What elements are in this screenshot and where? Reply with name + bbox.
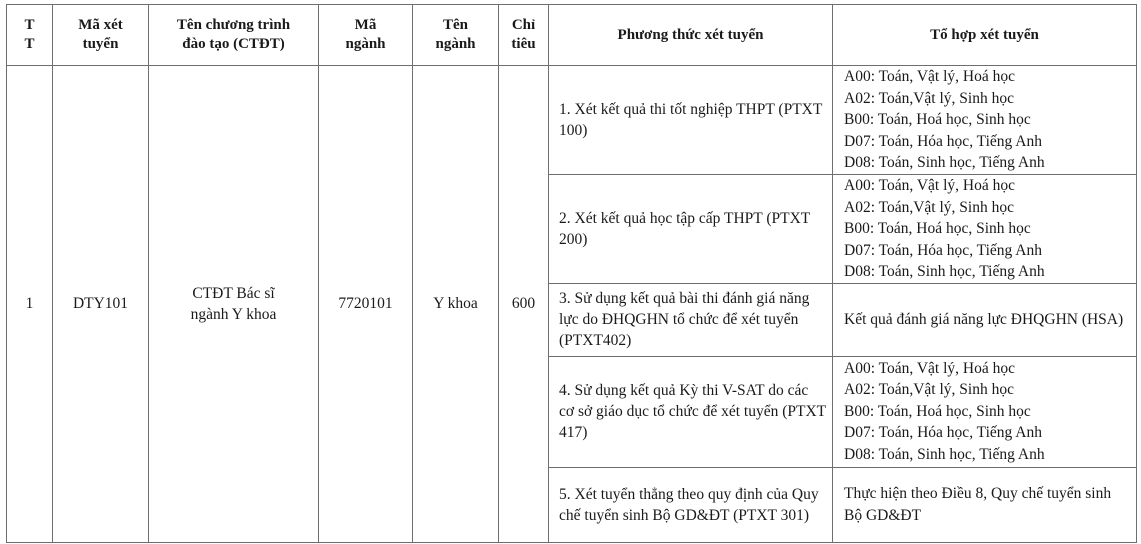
combo-text: Thực hiện theo Điều 8, Quy chế tuyển sinh Bộ GD&ĐT <box>844 485 1112 524</box>
cell-ma-nganh: 7720101 <box>319 66 413 543</box>
combo-line: B00: Toán, Hoá học, Sinh học <box>844 402 1031 420</box>
combo-line: D08: Toán, Sinh học, Tiếng Anh <box>844 263 1045 280</box>
header-ma-nganh: Mã ngành <box>319 5 413 66</box>
combo-cell <box>833 66 1137 175</box>
header-ten-nganh: Tên ngành <box>413 5 499 66</box>
combo-cell <box>833 356 1137 467</box>
combo-cell <box>833 467 1137 542</box>
combo-line: D08: Toán, Sinh học, Tiếng Anh <box>844 154 1045 172</box>
admission-table <box>6 4 1137 543</box>
method-text: 4. Sử dụng kết quả Kỳ thi V-SAT do các cơ sở giáo dục tổ chức để xét tuyển (PTXT 417) <box>559 382 826 441</box>
combo-line: A02: Toán,Vật lý, Sinh học <box>844 381 1014 399</box>
cell-ma-xet-tuyen: DTY101 <box>53 66 149 543</box>
header-row <box>7 5 1137 66</box>
combo-line: D07: Toán, Hóa học, Tiếng Anh <box>844 241 1042 259</box>
combo-cell <box>833 175 1137 284</box>
cell-chi-tieu: 600 <box>499 66 549 543</box>
method-cell <box>549 66 833 175</box>
combo-line: D07: Toán, Hóa học, Tiếng Anh <box>844 132 1042 150</box>
method-cell <box>549 467 833 542</box>
combo-line: A00: Toán, Vật lý, Hoá học <box>844 177 1015 194</box>
header-stt: T T <box>7 5 53 66</box>
method-text: 3. Sử dụng kết quả bài thi đánh giá năng lực do ĐHQGHN tổ chức để xét tuyển (PTXT402) <box>559 290 810 349</box>
method-cell <box>549 283 833 356</box>
header-ma-xet-tuyen: Mã xét tuyển <box>53 5 149 66</box>
header-to-hop: Tổ hợp xét tuyển <box>833 5 1137 66</box>
combo-line: D08: Toán, Sinh học, Tiếng Anh <box>844 445 1045 463</box>
header-chi-tieu: Chỉ tiêu <box>499 5 549 66</box>
header-phuong-thuc: Phương thức xét tuyển <box>549 5 833 66</box>
combo-line: A02: Toán,Vật lý, Sinh học <box>844 89 1014 107</box>
combo-line: A02: Toán,Vật lý, Sinh học <box>844 198 1014 216</box>
cell-ten-nganh: Y khoa <box>413 66 499 543</box>
combo-line: B00: Toán, Hoá học, Sinh học <box>844 220 1031 237</box>
cell-stt: 1 <box>7 66 53 543</box>
method-cell <box>549 356 833 467</box>
method-text: 1. Xét kết quả thi tốt nghiệp THPT (PTXT 100) <box>559 101 823 139</box>
method-cell <box>549 175 833 284</box>
method-text: 2. Xét kết quả học tập cấp THPT (PTXT 200) <box>559 209 810 248</box>
table-row <box>7 66 1137 175</box>
combo-line: D07: Toán, Hóa học, Tiếng Anh <box>844 424 1042 442</box>
combo-line: B00: Toán, Hoá học, Sinh học <box>844 111 1031 129</box>
method-text: 5. Xét tuyển thẳng theo quy định của Quy chế tuyển sinh Bộ GD&ĐT (PTXT 301) <box>559 485 819 524</box>
combo-cell <box>833 283 1137 356</box>
combo-line: A00: Toán, Vật lý, Hoá học <box>844 359 1015 377</box>
combo-line: A00: Toán, Vật lý, Hoá học <box>844 68 1015 86</box>
combo-text: Kết quả đánh giá năng lực ĐHQGHN (HSA) <box>844 310 1124 328</box>
cell-ten-chuong-trinh: CTĐT Bác sĩ ngành Y khoa <box>149 66 319 543</box>
header-ten-chuong-trinh: Tên chương trình đào tạo (CTĐT) <box>149 5 319 66</box>
